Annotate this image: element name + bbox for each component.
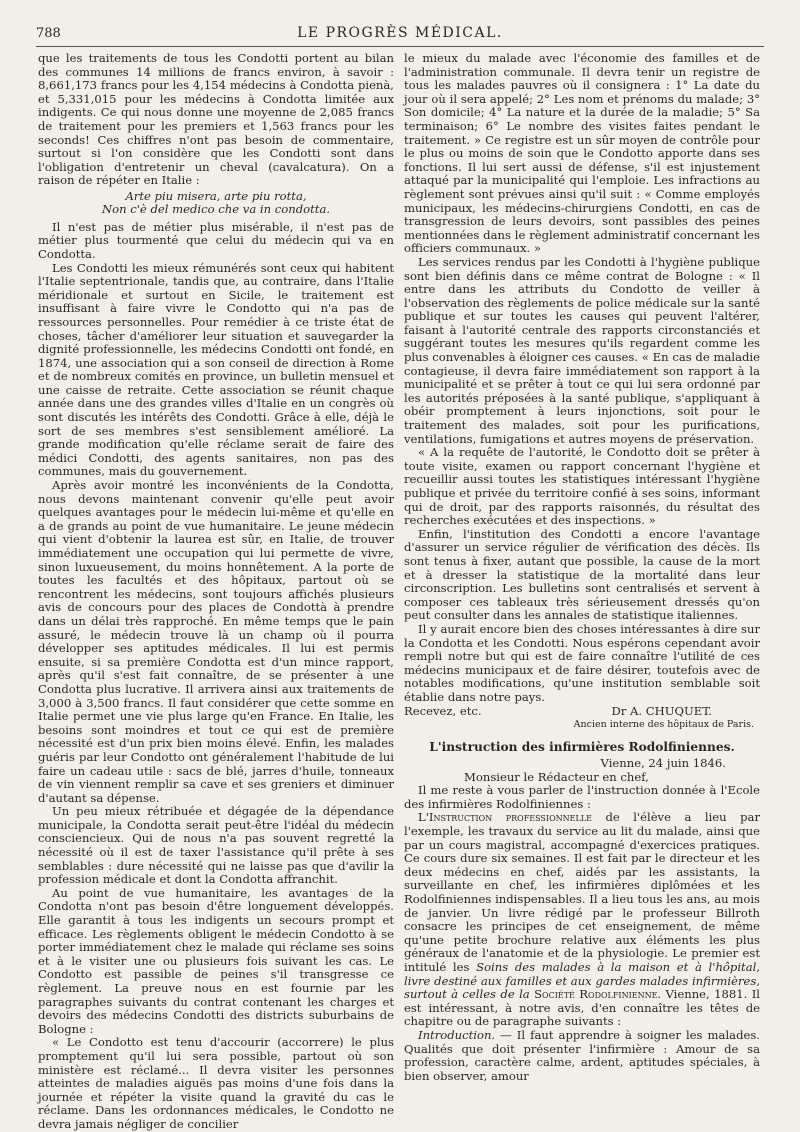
paragraph: « A la requête de l'autorité, le Condotto doit se prêter à toute visite, examen ou rapport concernant l'hygiène et recueillir aussi toutes les statistiques intéressant l'hygiène publique et privée du territoire confié à ses soins, informant qui de droit, par des rapports raisonnés, du résultat des recherches exécutées et des inspections. »	[404, 445, 760, 528]
paragraph: le mieux du malade avec l'économie des familles et de l'administration communale. Il devra tenir un registre de tous les malades pauvres où il consignera : 1° La date du jour où il sera appelé; 2° Les nom et prénoms du malade; 3° Son domicile; 4° La nature et la durée de la maladie; 5° Sa terminaison; 6° Le nombre des visites faites pendant le traitement. » Ce registre est un sûr moyen de contrôle pour le plus ou moins de soin que le Condotto apporte dans ses fonctions. Il lui sert aussi de défense, s'il est injustement attaqué par la municipalité qui l'emploie. Les infractions au règlement sont prévues ainsi qu'il suit : « Comme employés municipaux, les médecins-chirurgiens Condotti, en cas de transgression de leurs devoirs, sont passibles des peines mentionnées dans le règlement administratif concernant les officiers communaux. »	[404, 51, 760, 256]
journal-title: LE PROGRÈS MÉDICAL.	[297, 25, 503, 41]
paragraph: Après avoir montré les inconvénients de la Condotta, nous devons maintenant convenir qu'elle peut avoir quelques avantages pour le médecin lui-même et qu'elle en a de grands au point de vue humanitaire. Le jeune médecin qui vient d'obtenir la laurea est sûr, en Italie, de trouver immédiatement une occupation qui lui permette de vivre, sinon luxueusement, du moins honnêtement. A la porte de toutes les facultés et des hôpitaux, partout où se rencontrent les médecins, sont toujours affichés plusieurs avis de concours pour des places de Condottà à prendre dans un délai très rapproché. En même temps que le pain assuré, le médecin trouve là un champ où il pourra développer ses aptitudes médicales. Il lui est permis ensuite, si sa première Condotta est d'un mince rapport, après qu'il s'est fait connaître, de se présenter à une Condotta plus lucrative. Il arrivera ainsi aux traitements de 3,000 à 3,500 francs. Il faut considérer que cette somme en Italie permet une vie plus large qu'en France. En Italie, les besoins sont moindres et tout ce qui est de première nécessité est d'un prix bien moins élevé. Enfin, les malades guéris par leur Condotto ont généralement l'habitude de lui faire un cadeau utile : sacs de blé, jarres d'huile, tonneaux de vin viennent remplir sa cave et ses greniers et diminuer d'autant sa dépense.	[38, 478, 394, 805]
paragraph: Il me reste à vous parler de l'instruction donnée à l'Ecole des infirmières Rodolfiniennes :	[404, 783, 760, 811]
signature-block	[404, 705, 760, 719]
paragraph: que les traitements de tous les Condotti portent au bilan des communes 14 millions de francs environ, à savoir : 8,661,173 francs pour les 4,154 médecins à Condotta pienà, et 5,331,015 pour les médecins à Condotta limitée aux indigents. Ce qui nous donne une moyenne de 2,085 francs de traitement pour les premiers et 1,563 francs pour les seconds! Ces chiffres n'ont pas besoin de commentaire, surtout si l'on considère que les Condotti sont dans l'obligation d'entretenir un cheval (cavalcatura). On a raison de répéter en Italie :	[38, 51, 394, 188]
quote-line: Arte piu misera, arte piu rotta,	[125, 188, 307, 203]
right-column	[404, 52, 760, 1083]
lead-in: Introduction.	[418, 1027, 496, 1042]
author-signature: Dr A. CHUQUET.	[611, 703, 712, 718]
paragraph: Enfin, l'institution des Condotti a encore l'avantage d'assurer un service régulier de vérification des décès. Ils sont tenus à fixer, autant que possible, la cause de la mort et à dresser la statistique de la mortalité dans leur circonscription. Les bulletins sont centralisés et servent à composer ces tableaux très sérieusement dressés qu'on peut consulter dans les annales de statistique italiennes.	[404, 526, 760, 623]
paragraph: Un peu mieux rétribuée et dégagée de la dépendance municipale, la Condotta serait peut-être l'idéal du médecin consciencieux. Qui de nous n'a pas souvent regretté la nécessité où il est de taxer l'assistance qu'il prête à ses semblables : dure nécessité qui ne laisse pas que d'avilir la profession médicale et dont la Condotta affranchit.	[38, 804, 394, 887]
paragraph-text: de l'élève a lieu par l'exemple, les travaux du service au lit du malade, ainsi que par un cours magistral, accompagné d'exercices pratiques. Ce cours dure six semaines. Il est fait par le directeur et les deux médecins en chef, aidés par les assistants, la surveillante en chef, les infirmières diplômées et les Rodolfiniennes indispensables. Il a lieu tous les ans, au mois de janvier. Un livre rédigé par le professeur Billroth consacre les principes de cet enseignement, de même qu'une petite brochure relative aux éléments les plus généraux de l'anatomie et de la physiologie. Le premier est intitulé les	[404, 810, 761, 974]
book-title: Soins des malades à la maison et à l'hôpital, livre destiné aux familles et aux gardes malades infirmières, surtout à celles de la	[404, 960, 760, 1002]
quote-line: Non c'è del medico che va in condotta.	[101, 202, 331, 217]
paragraph: « Le Condotto est tenu d'accourir (accorrere) le plus promptement qu'il lui sera possible, partout où son ministère est réclamé... Il devra visiter les personnes atteintes de maladies aiguës pas moins d'une fois dans la journée et répéter la visite quand la gravité du cas le réclame. Dans les ordonnances médicales, le Condotto ne devra jamais négliger de concilier	[38, 1035, 394, 1131]
paragraph: Les Condotti les mieux rémunérés sont ceux qui habitent l'Italie septentrionale, tandis que, au contraire, dans l'Italie méridionale et surtout en Sicile, le traitement est insuffisant à faire vivre le Condotto qui n'a pas de ressources personnelles. Pour remédier à ce triste état de choses, tâcher d'améliorer leur situation et sauvegarder la dignité professionnelle, les médecins Condotti ont fondé, en 1874, une association qui a son conseil de direction à Rome et de nombreux comités en province, un bulletin mensuel et une caisse de retraite. Cette association se réunit chaque année dans une des grandes villes d'Italie en un congrès où sont discutés les intérêts des Condotti. Grâce à elle, déjà le sort de ses membres s'est sensiblement amélioré. La grande modification qu'elle réclame serait de faire des médici Condotti, des agents sanitaires, non pas des communes, mais du gouvernement.	[38, 260, 394, 479]
paragraph	[404, 811, 760, 1029]
article-title: L'instruction des infirmières Rodolfiniennes.	[429, 739, 735, 754]
italian-proverb	[38, 190, 394, 217]
dateline: Vienne, 24 juin 1846.	[600, 756, 726, 771]
salutation: Monsieur le Rédacteur en chef,	[464, 769, 649, 784]
paragraph: Il y aurait encore bien des choses intéressantes à dire sur la Condotta et les Condotti. Nous espérons cependant avoir rempli notre but qui est de faire connaître l'utilité de ces médecins municipaux et de faire désirer, toutefois avec de notables modifications, qu'une institution semblable soit établie dans notre pays.	[404, 621, 760, 704]
paragraph: Les services rendus par les Condotti à l'hygiène publique sont bien définis dans ce même contrat de Bologne : « Il entre dans les attributs du Condotto de veiller à l'observation des règlements de police médicale sur la santé publique et sur toutes les causes qui peuvent l'altérer, faisant à l'autorité centrale des rapports circonstanciés et suggérant toutes les mesures qu'ils regardent comme les plus convenables à éloigner ces causes. « En cas de maladie contagieuse, il devra faire immédiatement son rapport à la municipalité et se prêter à tout ce qui lui sera ordonné par les autorités préposées à la santé publique, s'appliquant à obéir promptement à leurs injonctions, soit pour le traitement des malades, soit pour les purifications, ventilations, fumigations et autres moyens de préservation.	[404, 254, 760, 446]
paragraph-text: — Il faut apprendre à soigner les malades. Qualités que doit présenter l'infirmière : Amour de sa profession, caractère calme, ardent, aptitudes spéciales, à bien observer, amour	[404, 1027, 760, 1083]
author-affiliation: Ancien interne des hôpitaux de Paris.	[573, 718, 754, 730]
page-number: 788	[36, 26, 61, 41]
paragraph-text: . Vienne, 1881. Il est intéressant, à notre avis, d'en connaître les têtes de chapitre ou de paragraphe suivants :	[404, 987, 760, 1029]
sign-off: Recevez, etc.	[404, 703, 482, 718]
lead-in: L'Instruction professionnelle	[418, 810, 592, 825]
left-column	[38, 52, 394, 1132]
society-name: Société Rodolfinienne	[529, 987, 658, 1002]
paragraph: Au point de vue humanitaire, les avantages de la Condotta n'ont pas besoin d'être longuement développés. Elle garantit à tous les indigents un secours prompt et efficace. Les règlements obligent le médecin Condotto à se porter immédiatement chez le malade qui réclame ses soins et à le visiter une ou plusieurs fois suivant les cas. Le Condotto est passible de peines s'il transgresse ce règlement. La preuve nous en est fournie par les paragraphes suivants du contrat contenant les charges et devoirs des médecins Condotti des districts suburbains de Bologne :	[38, 885, 394, 1036]
paragraph	[404, 1029, 760, 1083]
paragraph: Il n'est pas de métier plus misérable, il n'est pas de métier plus tourmenté que celui du médecin qui va en Condotta.	[38, 219, 394, 261]
page-header	[36, 24, 764, 47]
